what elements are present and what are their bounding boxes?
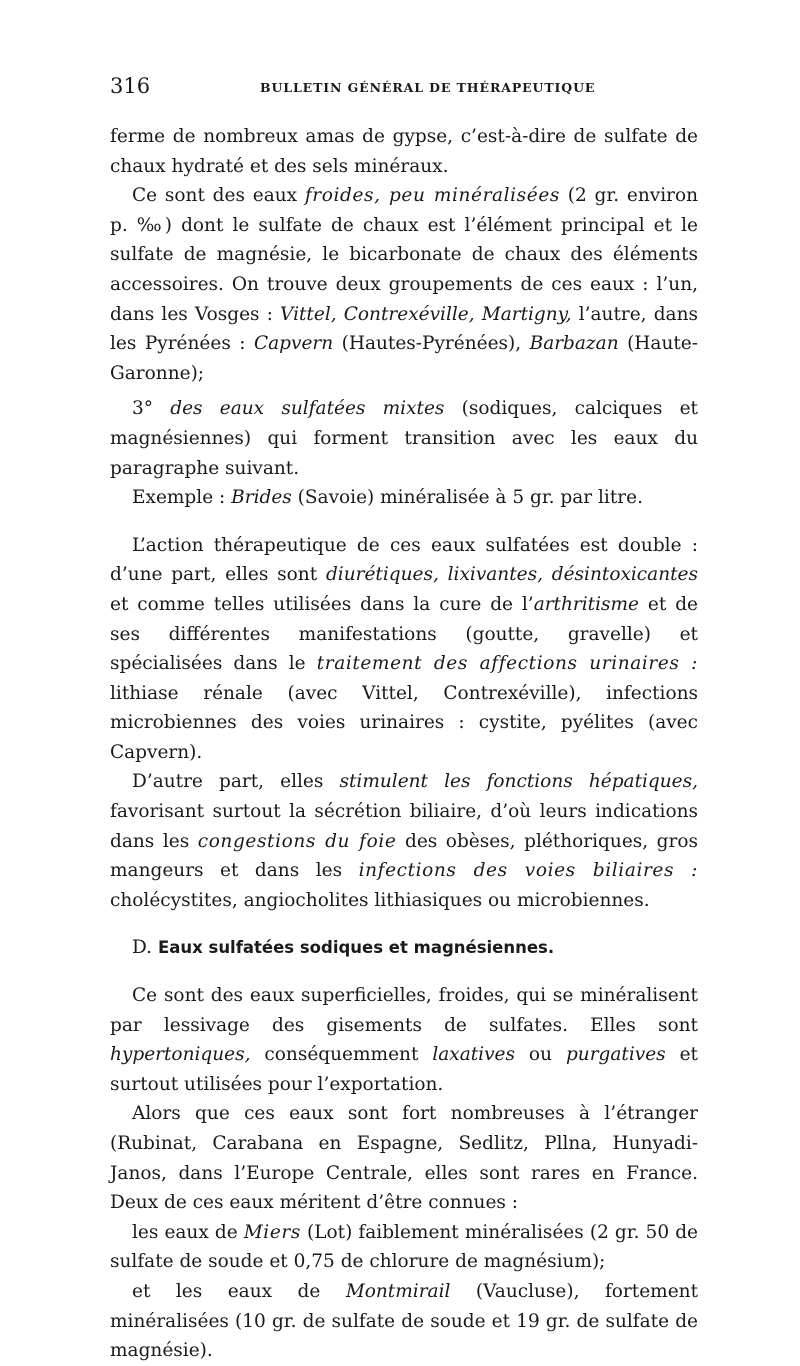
text-run: les eaux de — [132, 1221, 244, 1243]
text-run: Ce sont des eaux — [132, 185, 305, 207]
text-run: et comme telles utilisées dans la cure de l’ — [110, 593, 534, 615]
paragraph — [110, 531, 698, 768]
paragraph — [110, 483, 698, 513]
text-run: D’autre part, elles — [132, 771, 340, 793]
emphasis: des eaux sulfatées mixtes — [170, 398, 445, 420]
emphasis: hypertoniques, — [110, 1044, 251, 1066]
text-run: cholécystites, angiocholites lithiasiques ou microbiennes. — [110, 889, 650, 911]
text-run: Ce sont des eaux superficielles, froides, qui se minéralisent par lessivage des gisements de sulfates. Elles sont — [110, 985, 698, 1036]
emphasis: purgatives — [565, 1044, 666, 1066]
emphasis: Barbazan — [529, 333, 619, 355]
text-run: et de ses différentes manifestations (goutte, gravelle) et spécialisées dans le — [110, 593, 699, 675]
text-run: et les eaux de — [132, 1280, 346, 1302]
emphasis: froides, peu minéralisées — [304, 185, 560, 207]
text-run: et surtout utilisées pour l’exportation. — [110, 1044, 698, 1095]
text-run: Exemple : — [132, 487, 232, 509]
text-run: lithiase rénale (avec Vittel, Contrexéville), infections microbiennes des voies urinaires : cystite, pyélites (avec Capvern). — [110, 682, 698, 763]
emphasis: diurétiques, lixivantes, désintoxicantes — [325, 564, 698, 586]
emphasis: congestions du foie — [197, 830, 397, 852]
text-run: 3° — [132, 398, 171, 420]
emphasis: laxatives — [432, 1044, 515, 1066]
page-number: 316 — [110, 74, 151, 98]
text-run: (sodiques, calciques et magnésiennes) qui forment transition avec les eaux du paragraphe suivant. — [110, 398, 698, 479]
paragraph — [110, 981, 698, 1099]
text-run: (Hautes-Pyrénées), — [333, 333, 530, 355]
emphasis: Capvern — [253, 333, 334, 355]
text-run: (2 gr. environ p. ‰) dont le sulfate de chaux est l’élément principal et le sulfate de magnésie, le bicarbonate de chaux des éléments accessoires. On trouve deux groupements de ces eaux : l’un, dans les Vosges : — [110, 185, 699, 325]
section-title: Eaux sulfatées sodiques et magnésiennes. — [157, 938, 555, 958]
emphasis: Montmirail — [345, 1280, 451, 1302]
paragraph — [110, 767, 698, 915]
text-run: Alors que ces eaux sont fort nombreuses à l’étranger (Rubinat, Carabana en Espagne, Sedlitz, Pllna, Hunyadi-Janos, dans l’Europe Centrale, elles sont rares en France. Deux de ces eaux méritent d’être connues : — [110, 1103, 698, 1214]
emphasis: stimulent les fonctions hépatiques, — [339, 771, 698, 793]
paragraph — [110, 394, 698, 483]
text-run: L’action thérapeutique de ces eaux sulfatées est double : d’une part, elles sont — [110, 534, 698, 586]
emphasis: traitement des affections urinaires : — [316, 653, 698, 675]
text-run: conséquemment — [250, 1044, 433, 1066]
paragraph — [110, 181, 698, 388]
text-run: (Lot) faiblement minéralisées (2 gr. 50 de sulfate de soude et 0,75 de chlorure de magnésium); — [110, 1221, 698, 1273]
page-header — [110, 74, 698, 104]
section-heading — [110, 933, 698, 963]
emphasis: Vittel, Contrexéville, Martigny, — [280, 303, 572, 325]
body-text — [110, 122, 698, 1366]
emphasis: Brides — [231, 487, 292, 509]
text-run: (Haute-Garonne); — [110, 333, 699, 384]
paragraph — [110, 122, 698, 181]
emphasis: Miers — [243, 1221, 301, 1243]
text-run: (Vaucluse), fortement minéralisées (10 gr. de sulfate de soude et 19 gr. de sulfate de magnésie). — [110, 1280, 698, 1362]
text-run: l’autre, dans les Pyrénées : — [110, 303, 698, 355]
text-run: ferme de nombreux amas de gypse, c’est-à-dire de sulfate de chaux hydraté et des sels minéraux. — [110, 126, 698, 177]
text-run: des obèses, pléthoriques, gros mangeurs et dans les — [110, 830, 698, 882]
running-title: BULLETIN GÉNÉRAL DE THÉRAPEUTIQUE — [260, 80, 596, 95]
paragraph — [110, 1277, 698, 1366]
text-run: ou — [514, 1044, 566, 1066]
section-label: D. — [132, 937, 153, 959]
text-run: (Savoie) minéralisée à 5 gr. par litre. — [291, 487, 643, 509]
paragraph — [110, 1099, 698, 1217]
emphasis: infections des voies biliaires : — [358, 860, 698, 882]
text-run: favorisant surtout la sécrétion biliaire, d’où leurs indications dans les — [110, 801, 698, 852]
emphasis: arthritisme — [533, 593, 640, 615]
